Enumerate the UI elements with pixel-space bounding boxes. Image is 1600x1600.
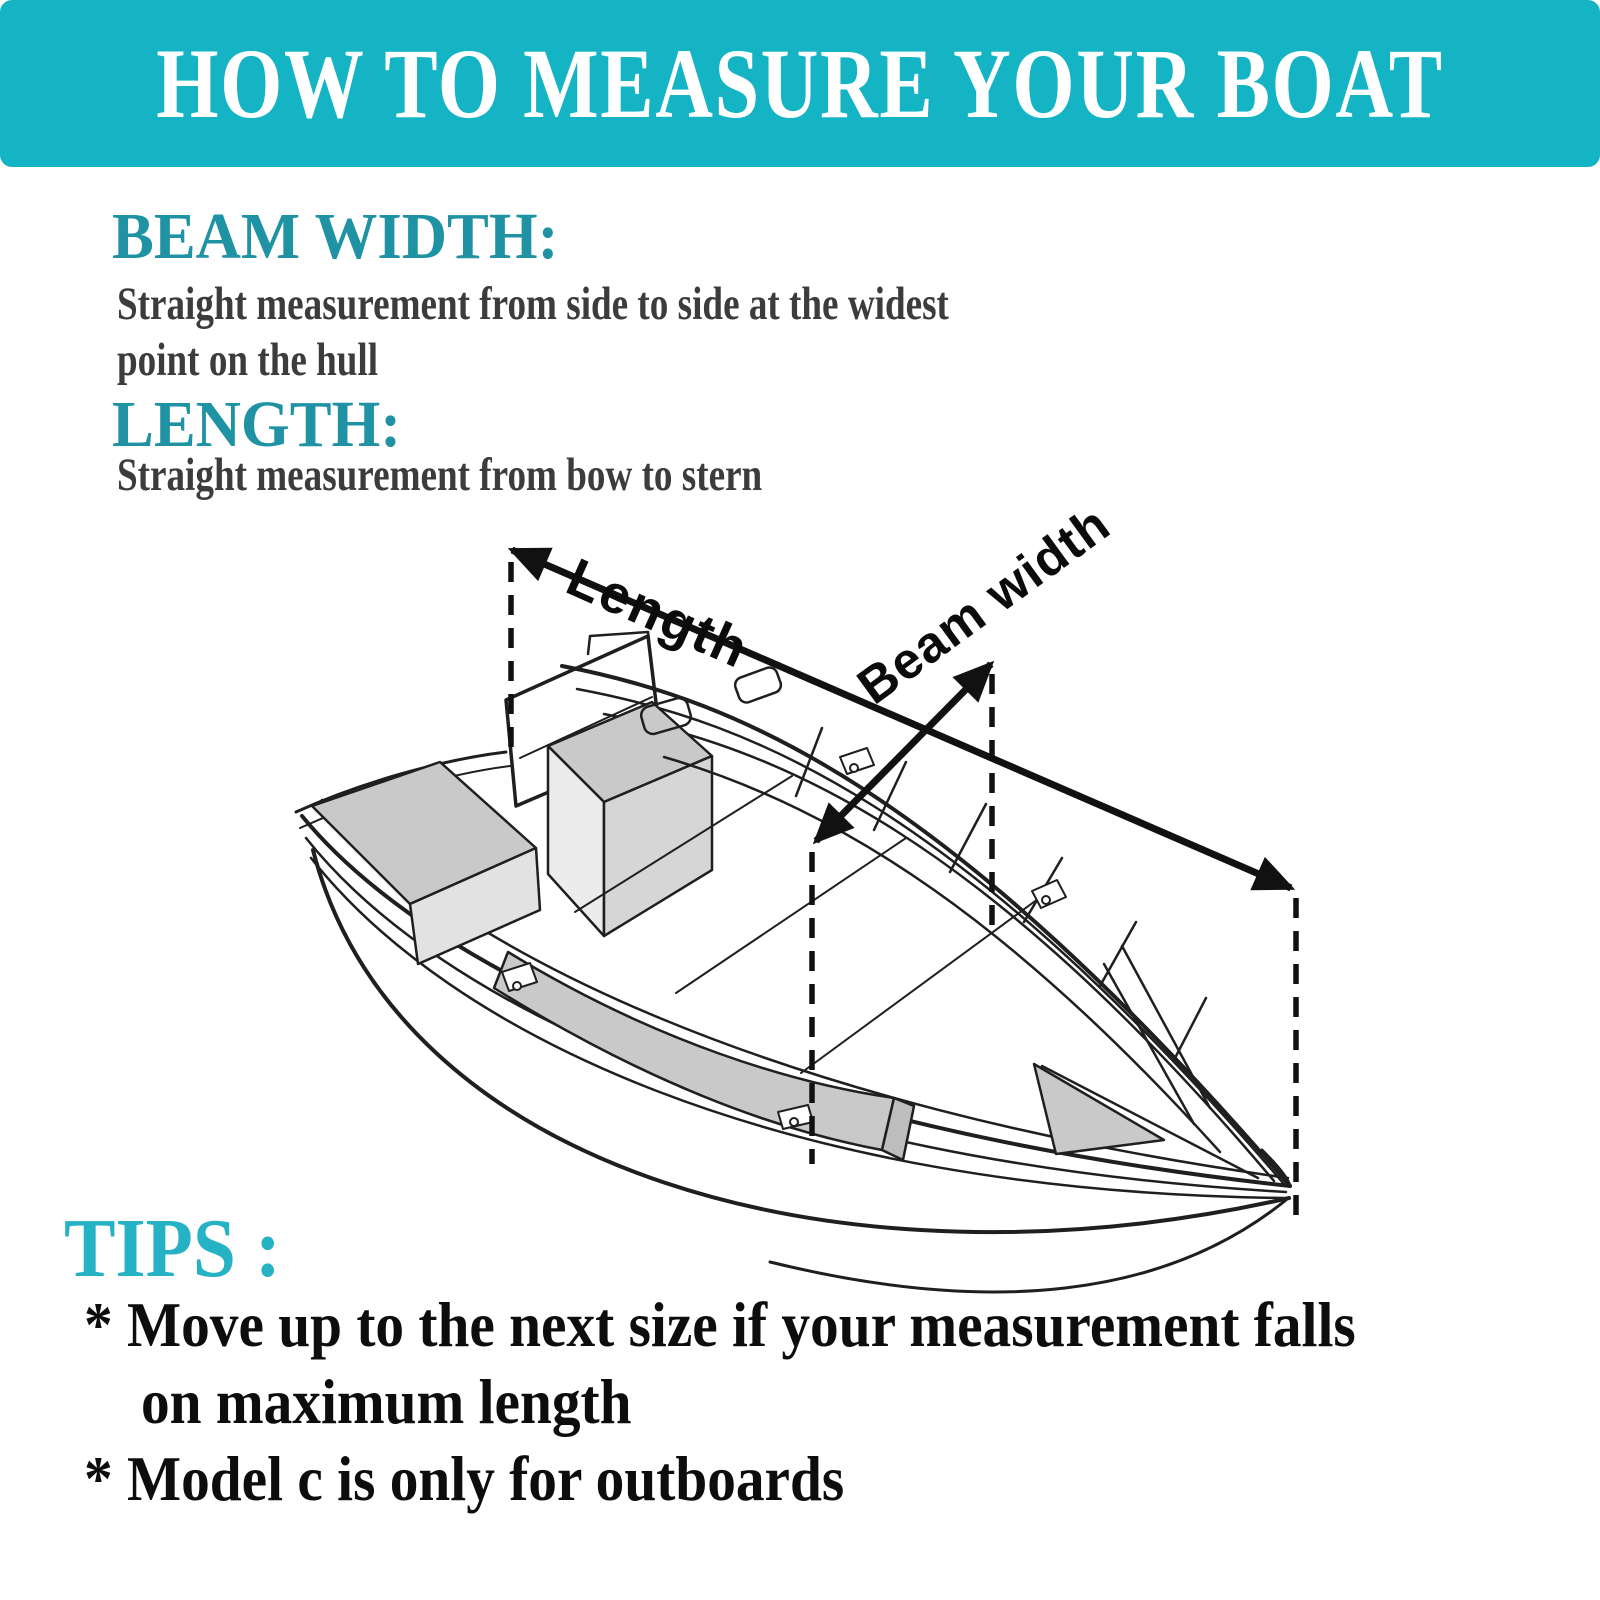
tip-item-1-line-2: on maximum length bbox=[141, 1367, 632, 1437]
length-heading: LENGTH: bbox=[112, 388, 402, 461]
page-title: HOW TO MEASURE YOUR BOAT bbox=[156, 28, 1444, 139]
beam-width-arrow-label: Beam width bbox=[846, 494, 1121, 715]
boat-line-drawing bbox=[296, 632, 1290, 1292]
beam-width-description-line2: point on the hull bbox=[117, 334, 379, 386]
beam-width-heading: BEAM WIDTH: bbox=[112, 200, 559, 273]
tip-item-2: * Model c is only for outboards bbox=[84, 1444, 845, 1514]
beam-width-description-line1: Straight measurement from side to side at the widest bbox=[117, 278, 949, 330]
tips-heading: TIPS : bbox=[64, 1202, 281, 1295]
length-description-line1: Straight measurement from bow to stern bbox=[117, 449, 763, 501]
length-arrow-label: Length bbox=[558, 547, 758, 681]
tip-item-1-line-1: * Move up to the next size if your measurement falls bbox=[84, 1290, 1356, 1360]
